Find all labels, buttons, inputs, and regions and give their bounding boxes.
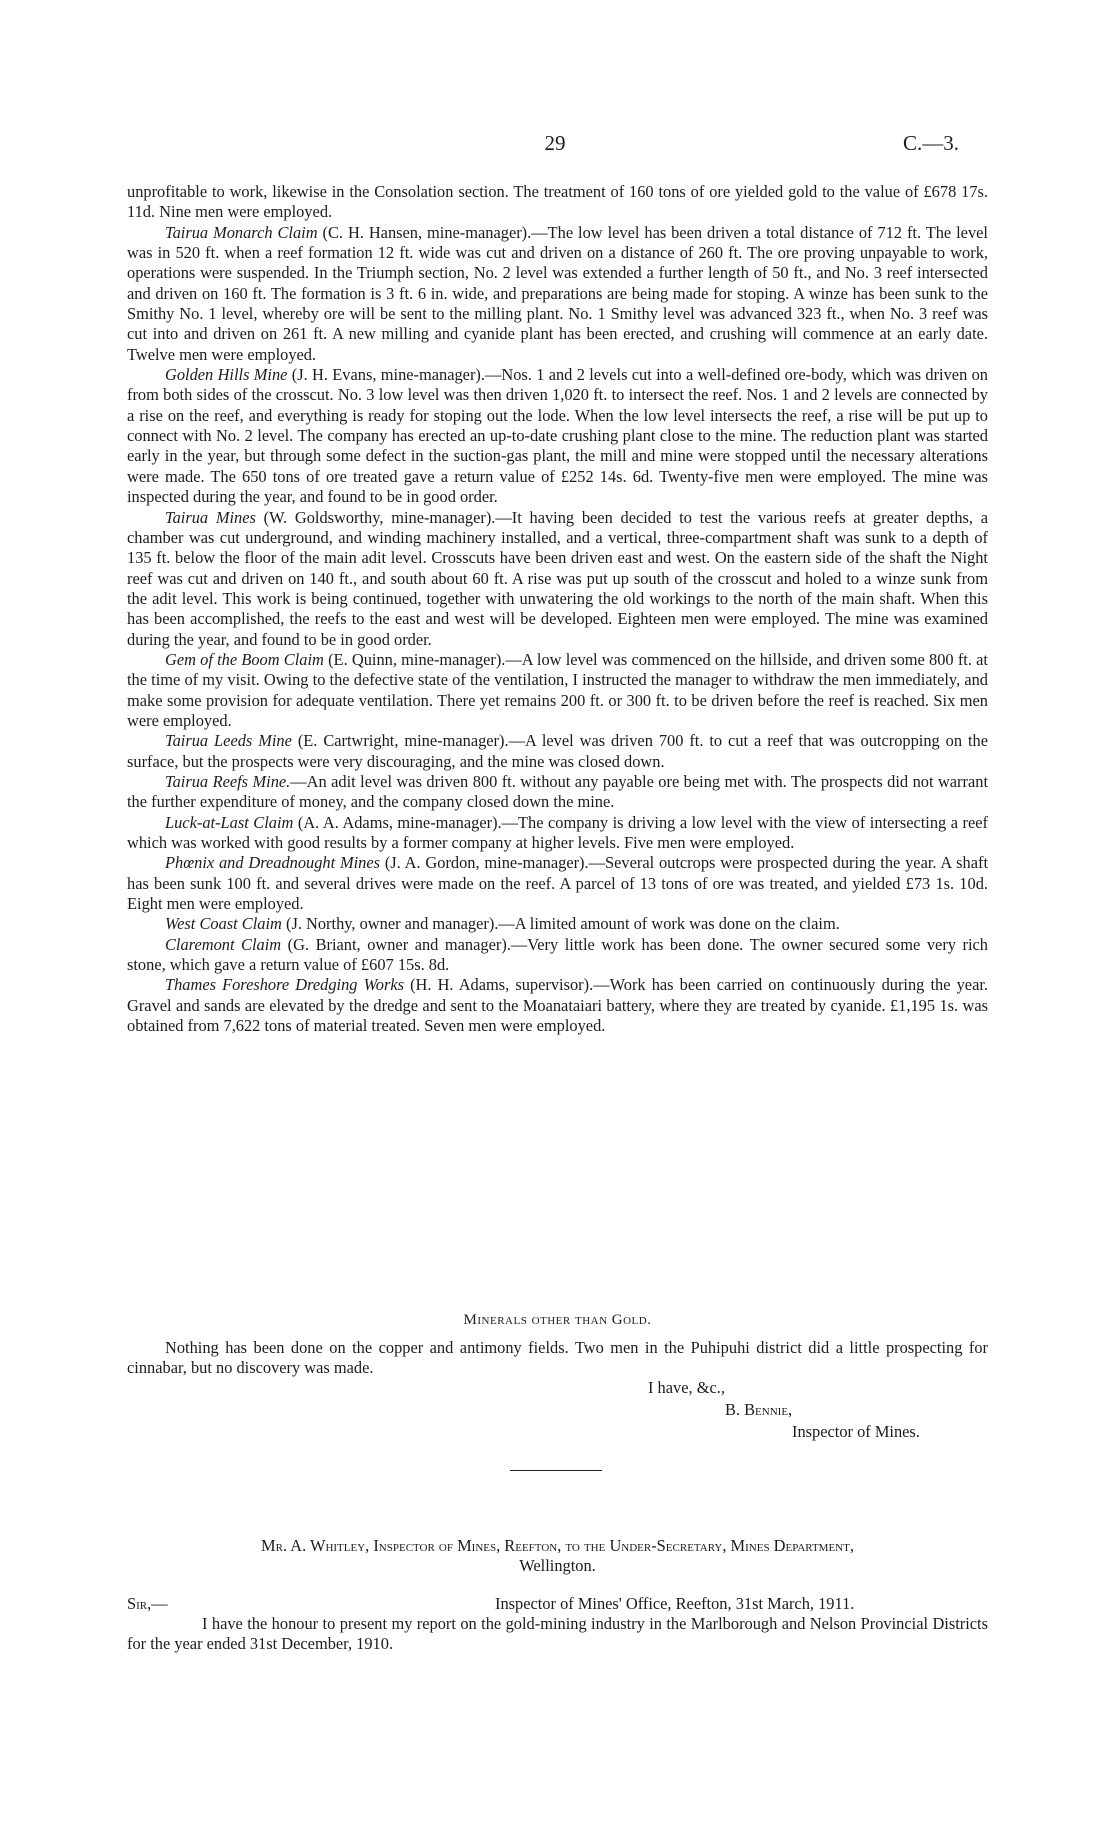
paragraph-text: (H. H. Adams, supervisor).—Work has been carried on continuously during the year. Gravel and sands are elevated by the dredge and sent to the Moanataiari battery, where they are treated by cyanide. £1,195 1s. was obtained from 7,622 tons of material treated. Seven men were employed.: [127, 975, 989, 1036]
paragraph-text: (C. H. Hansen, mine-manager).—The low level has been driven a total distance of 712 ft. The level was in 520 ft. when a reef formation 12 ft. wide was cut and driven on a distance of 260 ft. The ore proving unpayable to work, operations were suspended. In the Triumph section, No. 2 level was extended a further length of 50 ft., and No. 3 reef intersected and driven on 160 ft. The formation is 3 ft. 6 in. wide, and preparations are being made for stoping. A winze has been sunk to the Smithy No. 1 level, whereby ore will be sent to the milling plant. No. 1 Smithy level was advanced 323 ft., when No. 3 reef was cut into and driven on 261 ft. A new milling and cyanide plant has been erected, and crushing will commence at an early date. Twelve men were employed.: [127, 222, 988, 364]
paragraph-tairua-leeds: [127, 731, 988, 772]
paragraph-text: (J. A. Gordon, mine-manager).—Several outcrops were prospected during the year. A shaft has been sunk 100 ft. and several drives were made on the reef. A parcel of 13 tons of ore was treated, and yielded £73 1s. 10d. Eight men were employed.: [127, 853, 988, 914]
paragraph-west-coast: [127, 914, 988, 934]
mine-name: Tairua Monarch Claim: [165, 222, 318, 242]
paragraph-tairua-reefs: [127, 772, 988, 813]
letter-intro-text: I have the honour to present my report on the gold-mining industry in the Marlborough and Nelson Provincial Districts for the year ended 31st December, 1910.: [127, 1614, 988, 1654]
section-divider: [510, 1470, 602, 1471]
paragraph-text: (E. Quinn, mine-manager).—A low level was commenced on the hillside, and driven some 800 ft. at the time of my visit. Owing to the defective state of the ventilation, I instructed the manager to withdraw the men immediately, and make some provision for adequate ventilation. There yet remains 200 ft. or 300 ft. to be driven before the reef is reached. Six men were employed.: [127, 649, 988, 730]
paragraph-tairua-mines: [127, 508, 988, 650]
minerals-text: Nothing has been done on the copper and antimony fields. Two men in the Puhipuhi district did a little prospecting for cinnabar, but no discovery was made.: [127, 1338, 988, 1378]
mine-name: Tairua Mines: [165, 507, 256, 527]
mine-name: Thames Foreshore Dredging Works: [165, 975, 404, 995]
paragraph-luck-at-last: [127, 813, 988, 854]
paragraph-0: [127, 182, 988, 223]
paragraph-text: (W. Goldsworthy, mine-manager).—It having been decided to test the various reefs at greater depths, a chamber was cut underground, and winding machinery installed, and a vertical, three-compartment shaft was sunk to a depth of 135 ft. below the floor of the main adit level. Crosscuts have been driven east and west. On the eastern side of the shaft the Night reef was cut and driven on 140 ft., and south about 60 ft. A rise was put up south of the crosscut and holed to a winze sunk from the adit level. This work is being continued, together with unwatering the old workings to the north of the main shaft. When this has been accomplished, the reefs to the east and west will be developed. Eighteen men were employed. The mine was examined during the year, and found to be in good order.: [127, 507, 988, 649]
mine-name: Tairua Leeds Mine: [165, 731, 292, 751]
paragraph-text: (J. Northy, owner and manager).—A limited amount of work was done on the claim.: [281, 914, 840, 934]
paragraph-text: (A. A. Adams, mine-manager).—The company is driving a low level with the view of intersecting a reef which was worked with good results by a former company at higher levels. Five men were employed.: [127, 812, 989, 852]
letter-heading-line-1: Mr. A. Whitley, Inspector of Mines, Reefton, to the Under-Secretary, Mines Department,: [261, 1536, 854, 1555]
letter-heading: [127, 1536, 988, 1577]
paragraph-text: (E. Cartwright, mine-manager).—A level was driven 700 ft. to cut a reef that was outcropping on the surface, but the prospects were very discouraging, and the mine was closed down.: [127, 731, 988, 771]
mine-name: Gem of the Boom Claim: [165, 649, 324, 669]
signature-closing: I have, &c.,: [648, 1378, 725, 1397]
mine-name: Tairua Reefs Mine.: [165, 771, 291, 791]
paragraph-text: (G. Briant, owner and manager).—Very little work has been done. The owner secured some very rich stone, which gave a return value of £607 15s. 8d.: [127, 934, 988, 975]
report-body: [127, 182, 988, 1036]
paragraph-gem-of-the-boom: [127, 650, 988, 731]
paragraph-thames-foreshore: [127, 975, 988, 1036]
mine-name: Claremont Claim: [165, 934, 282, 954]
letter-heading-line-2: Wellington.: [519, 1556, 596, 1576]
mine-name: Luck-at-Last Claim: [165, 812, 294, 832]
section-heading-minerals: Minerals other than Gold.: [463, 1312, 652, 1328]
page-number: 29: [544, 131, 566, 155]
paragraph-text: (J. H. Evans, mine-manager).—Nos. 1 and 2 levels cut into a well-defined ore-body, which was driven on from both sides of the crosscut. No. 3 low level was then driven 1,020 ft. to intersect the reef. Nos. 1 and 2 levels are connected by a rise on the reef, and everything is ready for stoping out the lode. When the low level intersects the reef, a rise will be put up to connect with No. 2 level. The company has erected an up-to-date crushing plant close to the mine. The reduction plant was started early in the year, but through some defect in the suction-gas plant, the mill and mine were stopped until the necessary alterations were made. The 650 tons of ore treated gave a return value of £252 14s. 6d. Twenty-five men were employed. The mine was inspected during the year, and found to be in good order.: [127, 365, 988, 507]
salutation: Sir,—: [127, 1594, 168, 1613]
mine-name: West Coast Claim: [165, 914, 282, 934]
paragraph-text: unprofitable to work, likewise in the Consolation section. The treatment of 160 tons of ore yielded gold to the value of £678 17s. 11d. Nine men were employed.: [127, 182, 988, 222]
paragraph-golden-hills: [127, 365, 988, 507]
paragraph-claremont: [127, 935, 988, 976]
document-reference: C.—3.: [903, 131, 960, 155]
paragraph-phoenix-dreadnought: [127, 853, 988, 914]
mine-name: Phœnix and Dreadnought Mines: [165, 853, 381, 873]
letter-intro: [127, 1614, 988, 1655]
signature-title: Inspector of Mines.: [792, 1422, 920, 1441]
mine-name: Golden Hills Mine: [165, 365, 288, 385]
paragraph-text: —An adit level was driven 800 ft. without any payable ore being met with. The prospects did not warrant the further expenditure of money, and the company closed down the mine.: [127, 771, 989, 812]
minerals-section: [127, 1338, 988, 1379]
signature-name: B. Bennie,: [725, 1400, 793, 1419]
paragraph-tairua-monarch: [127, 223, 988, 365]
office-date: Inspector of Mines' Office, Reefton, 31st March, 1911.: [495, 1594, 855, 1613]
